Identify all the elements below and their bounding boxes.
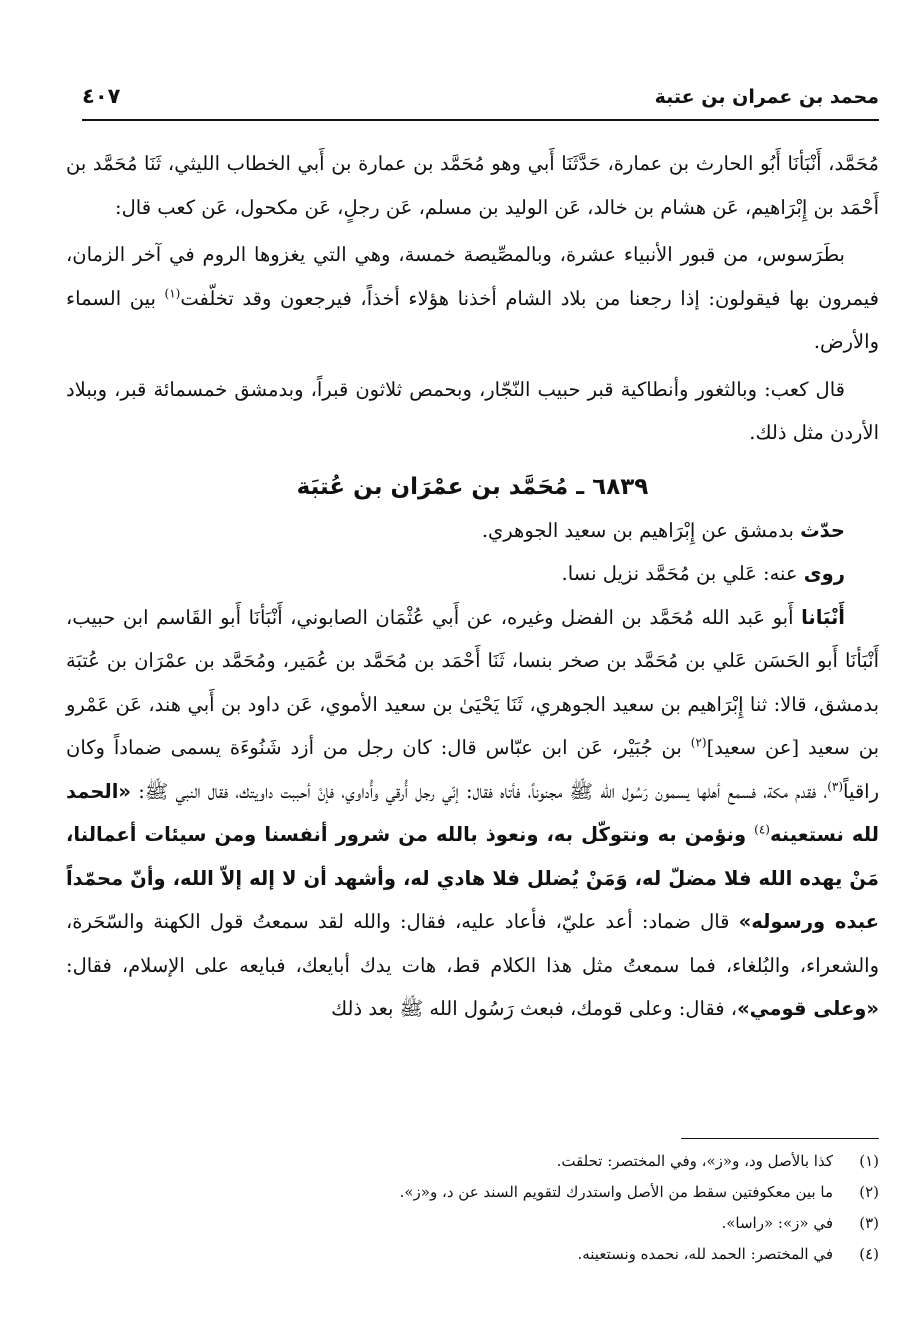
running-title: محمد بن عمران بن عتبة <box>654 86 879 108</box>
footnote-ref-2: (٢) <box>690 735 707 750</box>
paragraph-rawa: روى عنه: عَلي بن مُحَمَّد نزيل نسا. <box>561 562 845 585</box>
footnote-number: (٤) <box>859 1245 879 1263</box>
footnote-ref-1: (١) <box>164 286 181 300</box>
paragraph-kaab-quote: بطَرَسوس، من قبور الأنبياء عشرة، وبالمصِّيصة خمسة، وهي التي يغزوها الروم في آخر الزمان، فيمرون بها فيقولون: إذا رجعنا من بلاد الشام أخذنا هؤلاء أخذاً، فيرجعون وقد تخلّفت$^{(١)}$ بين السماء والأرض. <box>66 243 879 353</box>
footnote-3 <box>66 1208 879 1239</box>
footnote-text: في «ز»: «راسا». <box>721 1214 833 1232</box>
entry-heading: ٦٨٣٩ ـ مُحَمَّد بن عمْرَان بن عُتبَة <box>296 473 649 500</box>
footnote-1 <box>66 1146 879 1177</box>
page-number: ٤٠٧ <box>82 84 121 108</box>
lead-word-haddatha: حدّث <box>800 518 845 542</box>
lead-word-rawa: روى <box>803 562 845 585</box>
footnote-2 <box>66 1177 879 1208</box>
page-header <box>82 70 879 108</box>
footnote-text: ما بين معكوفتين سقط من الأصل واستدرك لتقويم السند عن د، و«ز». <box>399 1183 833 1201</box>
hadith-text: «الحمد لله نستعينه <box>66 779 879 846</box>
footnote-number: (٢) <box>859 1183 879 1201</box>
footnote-number: (١) <box>859 1152 879 1170</box>
paragraph-isnad: مُحَمَّد، أَنْبَأنَا أَبُو الحارث بن عمارة، حَدَّثَنَا أَبي وهو مُحَمَّد بن عمارة بن أَبي الخطاب الليثي، ثَنَا مُحَمَّد بن أَحْمَد بن إِبْرَاهيم، عَن هشام بن خالد، عَن الوليد بن مسلم، عَن رجلٍ، عَن مكحول، عَن كعب قال: <box>66 152 879 219</box>
paragraph-kaab-thughur: قال كعب: وبالثغور وأنطاكية قبر حبيب النّجّار، وبحمص ثلاثون قبراً، وبدمشق خمسمائة قبر، وببلاد الأردن مثل ذلك. <box>66 377 879 444</box>
quote-wa-ala-qawmi: «وعلى قومي» <box>737 997 879 1020</box>
footnote-text: كذا بالأصل ود، و«ز»، وفي المختصر: تحلقت. <box>556 1152 833 1170</box>
footnote-ref-3: (٣) <box>827 779 844 793</box>
footnote-4 <box>66 1239 879 1270</box>
paragraph-hadith: أَنْبَانا أَبو عَبد الله مُحَمَّد بن الفضل وغيره، عن أَبي عُثْمَان الصابوني، أَنْبَأنَا أَبو القَاسم ابن حبيب، أَنْبَأنَا أَبو الحَسَن عَلي بن مُحَمَّد بن صخر بنسا، ثَنَا أَحْمَد بن مُحَمَّد بن عُمَير، ومُحَمَّد بن عمْرَان بن عُتبَة بدمشق، قالا: ثنا إِبْرَاهيم بن سعيد الجوهري، ثَنَا يَحْيَىٰ بن سعيد الأموي، عَن داود بن أَبي هند، عَن عَمْرو بن سعيد [عن سعيد]$^{(٢)}$ بن جُبَيْر، عَن ابن عبّاس قال: كان رجل من أزد شَنُوءَة يسمى ضماداً وكان راقياً$^{(٣)}$، فقدم مكة، فسمع أهلها يسمون رَسُول الله ﷺ مجنوناً، فأتاه فقال: إنّي رجل أُرقي وأُداوي، فإنْ أحببت داويتك، فقال النبي ﷺ: «الحمد لله نستعينه$^{(٤)}$ ونؤمن به ونتوكّل به، ونعوذ بالله من شرور أنفسنا ومن سيئات أعمالنا، مَنْ يهده الله فلا مضلّ له، وَمَنْ يُضلل فلا هادي له، وأشهد أن لا إله إلاّ الله، وأنّ محمّداً عبده ورسوله» قال ضماد: أعد عليّ، فأعاد عليه، فقال: والله لقد سمعتُ قول الكهنة والسّحَرة، والشعراء، والبُلغاء، فما سمعتُ مثل هذا الكلام قط، هات يدك أبايعك، فبايعه على الإسلام، فقال: «وعلى قومي»، فقال: وعلى قومك، فبعث رَسُول الله ﷺ بعد ذلك <box>66 605 879 1020</box>
footnote-rule <box>681 1138 879 1139</box>
lead-word-anbana: أَنْبَانا <box>801 605 845 629</box>
header-rule <box>82 119 879 121</box>
footnote-ref-4: (٤) <box>754 822 770 837</box>
hadith-text-continued: ونؤمن به ونتوكّل به، ونعوذ بالله من شرور أنفسنا ومن سيئات أعمالنا، مَنْ يهده الله فلا مضلّ له، وَمَنْ يُضلل فلا هادي له، وأشهد أن لا إله إلاّ الله، وأنّ محمّداً عبده ورسوله» <box>66 823 879 933</box>
paragraph-haddatha: حدّث بدمشق عن إِبْرَاهيم بن سعيد الجوهري. <box>481 518 845 542</box>
main-text <box>66 142 879 1031</box>
footnote-text: في المختصر: الحمد لله، نحمده ونستعينه. <box>577 1245 833 1263</box>
footnotes <box>66 1146 879 1270</box>
footnote-number: (٣) <box>859 1214 879 1232</box>
